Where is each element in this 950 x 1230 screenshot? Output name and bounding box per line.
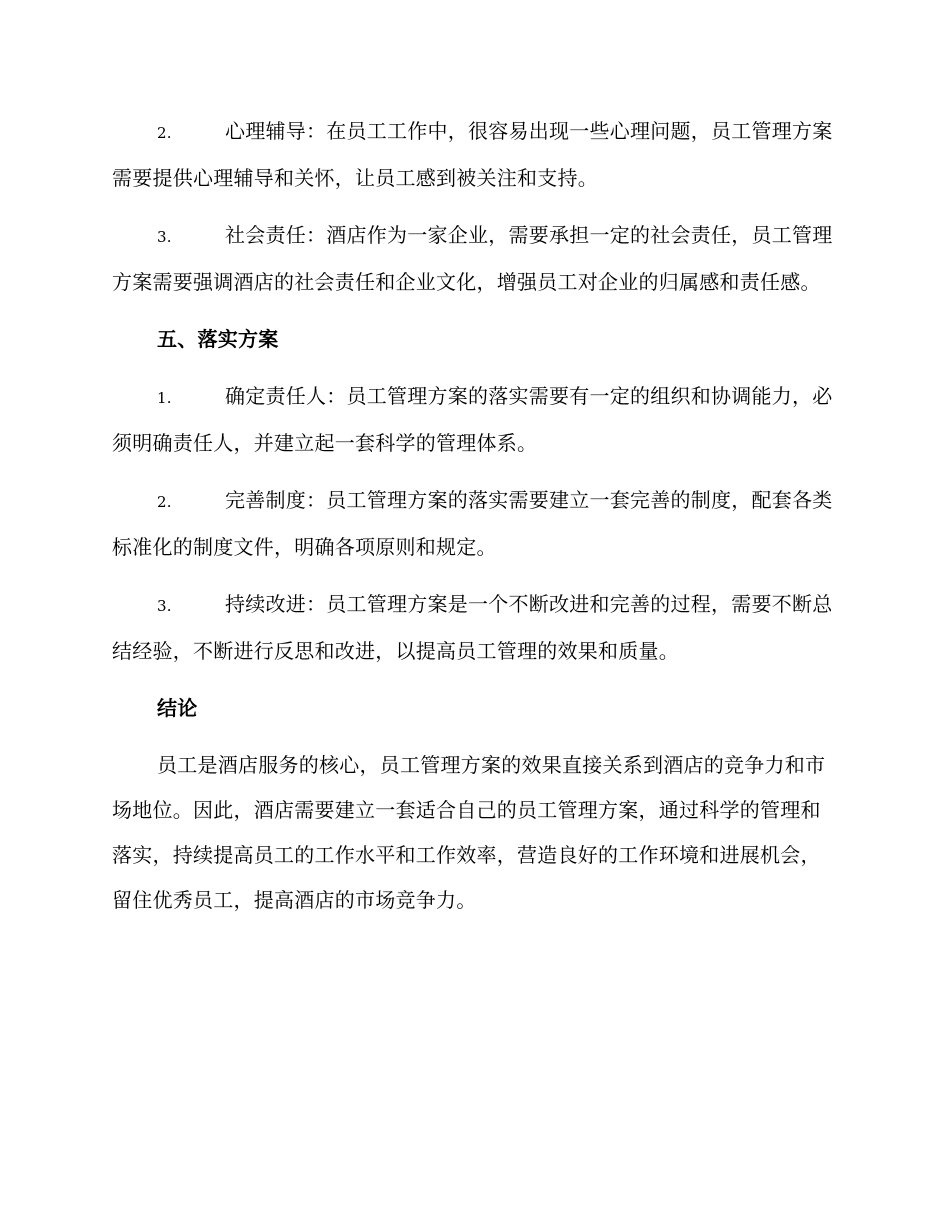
list-item-text: 持续改进：员工管理方案是一个不断改进和完善的过程，需要不断总结经验，不断进行反思和改进，以提高员工管理的效果和质量。 — [112, 592, 833, 663]
list-item-number: 1. — [157, 389, 172, 407]
list-item-number: 2. — [157, 493, 172, 511]
list-item-improve-system — [112, 478, 834, 570]
list-item-text: 完善制度：员工管理方案的落实需要建立一套完善的制度，配套各类标准化的制度文件，明确各项原则和规定。 — [112, 488, 833, 559]
list-item-number: 3. — [157, 597, 172, 615]
list-item-continuous-improvement — [112, 582, 834, 674]
section-heading-conclusion: 结论 — [157, 696, 198, 720]
conclusion-paragraph: 员工是酒店服务的核心，员工管理方案的效果直接关系到酒店的竞争力和市场地位。因此，酒店需要建立一套适合自己的员工管理方案，通过科学的管理和落实，持续提高员工的工作水平和工作效率，营造良好的工作环境和进展机会，留住优秀员工，提高酒店的市场竞争力。 — [112, 753, 826, 912]
list-item-number: 2. — [157, 124, 172, 142]
list-item-text: 社会责任：酒店作为一家企业，需要承担一定的社会责任，员工管理方案需要强调酒店的社会责任和企业文化，增强员工对企业的归属感和责任感。 — [112, 223, 833, 294]
list-item-number: 3. — [157, 228, 172, 246]
document-body — [112, 109, 834, 923]
list-item-responsible-person — [112, 374, 834, 466]
list-item-psychological-counseling — [112, 109, 834, 201]
list-item-text: 心理辅导：在员工工作中，很容易出现一些心理问题，员工管理方案需要提供心理辅导和关怀，让员工感到被关注和支持。 — [112, 119, 833, 190]
section-heading-implementation: 五、落实方案 — [157, 327, 279, 351]
list-item-social-responsibility — [112, 213, 834, 305]
list-item-text: 确定责任人：员工管理方案的落实需要有一定的组织和协调能力，必须明确责任人，并建立起一套科学的管理体系。 — [112, 384, 833, 455]
